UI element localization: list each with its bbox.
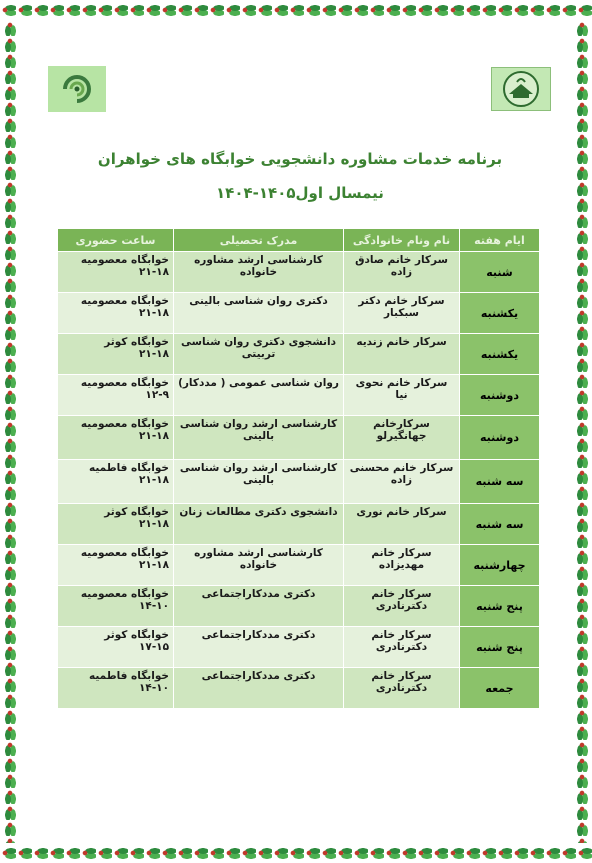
table-row	[58, 668, 540, 709]
place-text: خوابگاه معصومیه	[80, 588, 169, 600]
time-cell	[58, 375, 174, 416]
place-text: خوابگاه معصومیه	[80, 547, 169, 559]
hours-text: ۲۱-۱۸	[139, 430, 169, 442]
place-text: خوابگاه معصومیه	[80, 254, 169, 266]
day-cell: سه شنبه	[460, 460, 540, 504]
name-cell: سرکار خانم زندیه	[344, 334, 460, 375]
counseling-schedule-table	[57, 228, 540, 709]
holly-border-left	[0, 20, 20, 843]
time-cell	[58, 416, 174, 460]
place-text: خوابگاه معصومیه	[80, 418, 169, 430]
holly-border-bottom	[0, 843, 592, 863]
name-cell: سرکار خانم محسنی زاده	[344, 460, 460, 504]
name-cell: سرکار خانم مهدیزاده	[344, 545, 460, 586]
degree-cell: کارشناسی ارشد روان شناسی بالینی	[174, 460, 344, 504]
degree-cell: کارشناسی ارشد مشاوره خانواده	[174, 252, 344, 293]
holly-border-right	[572, 20, 592, 843]
name-cell: سرکارخانم جهانگیرلو	[344, 416, 460, 460]
table-row	[58, 460, 540, 504]
table-row	[58, 252, 540, 293]
place-text: خوابگاه کوثر	[104, 506, 169, 518]
hours-text: ۲۱-۱۸	[139, 559, 169, 571]
hours-text: ۲۱-۱۸	[139, 518, 169, 530]
day-cell: پنج شنبه	[460, 627, 540, 668]
hours-text: ۱۲-۹	[145, 389, 169, 401]
name-cell: سرکار خانم نحوی نیا	[344, 375, 460, 416]
name-cell: سرکار خانم نوری	[344, 504, 460, 545]
table-row	[58, 586, 540, 627]
name-cell: سرکار خانم صادق زاده	[344, 252, 460, 293]
hours-text: ۲۱-۱۸	[139, 307, 169, 319]
table-row	[58, 504, 540, 545]
column-header-name: نام ونام خانوادگی	[344, 229, 460, 252]
table-row	[58, 334, 540, 375]
degree-cell: دکتری مددکاراجتماعی	[174, 668, 344, 709]
time-cell	[58, 627, 174, 668]
degree-cell: کارشناسی ارشد روان شناسی بالینی	[174, 416, 344, 460]
hours-text: ۲۱-۱۸	[139, 474, 169, 486]
table-row	[58, 416, 540, 460]
day-cell: دوشنبه	[460, 375, 540, 416]
holly-border-top	[0, 0, 592, 20]
degree-cell: کارشناسی ارشد مشاوره خانواده	[174, 545, 344, 586]
column-header-time: ساعت حضوری	[58, 229, 174, 252]
time-cell	[58, 668, 174, 709]
column-header-day: ایام هفته	[460, 229, 540, 252]
place-text: خوابگاه معصومیه	[80, 295, 169, 307]
time-cell	[58, 545, 174, 586]
time-cell	[58, 586, 174, 627]
page-title: برنامه خدمات مشاوره دانشجویی خوابگاه های خواهران	[97, 150, 503, 168]
place-text: خوابگاه کوثر	[104, 336, 169, 348]
degree-cell: دکتری روان شناسی بالینی	[174, 293, 344, 334]
semester-subtitle: نیمسال اول۱۴۰۵-۱۴۰۴	[216, 184, 384, 202]
day-cell: چهارشنبه	[460, 545, 540, 586]
university-emblem-logo	[491, 67, 551, 111]
degree-cell: دکتری مددکاراجتماعی	[174, 627, 344, 668]
time-cell	[58, 504, 174, 545]
hours-text: ۲۱-۱۸	[139, 266, 169, 278]
name-cell: سرکار خانم دکتر سبکبار	[344, 293, 460, 334]
day-cell: دوشنبه	[460, 416, 540, 460]
day-cell: سه شنبه	[460, 504, 540, 545]
place-text: خوابگاه فاطمیه	[89, 670, 169, 682]
day-cell: جمعه	[460, 668, 540, 709]
degree-cell: دانشجوی دکتری روان شناسی تربیتی	[174, 334, 344, 375]
day-cell: شنبه	[460, 252, 540, 293]
hours-text: ۱۴-۱۰	[139, 600, 169, 612]
hours-text: ۱۴-۱۰	[139, 682, 169, 694]
table-row	[58, 627, 540, 668]
name-cell: سرکار خانم دکترنادری	[344, 586, 460, 627]
day-cell: یکشنبه	[460, 293, 540, 334]
degree-cell: دکتری مددکاراجتماعی	[174, 586, 344, 627]
place-text: خوابگاه کوثر	[104, 629, 169, 641]
table-row	[58, 375, 540, 416]
time-cell	[58, 460, 174, 504]
time-cell	[58, 334, 174, 375]
name-cell: سرکار خانم دکترنادری	[344, 668, 460, 709]
degree-cell: دانشجوی دکتری مطالعات زنان	[174, 504, 344, 545]
column-header-degree: مدرک تحصیلی	[174, 229, 344, 252]
place-text: خوابگاه فاطمیه	[89, 462, 169, 474]
table-row	[58, 545, 540, 586]
name-cell: سرکار خانم دکترنادری	[344, 627, 460, 668]
degree-cell: روان شناسی عمومی ( مددکار)	[174, 375, 344, 416]
time-cell	[58, 293, 174, 334]
hours-text: ۲۱-۱۸	[139, 348, 169, 360]
table-row	[58, 293, 540, 334]
counseling-center-logo	[48, 66, 106, 112]
hours-text: ۱۷-۱۵	[139, 641, 169, 653]
day-cell: پنج شنبه	[460, 586, 540, 627]
table-header-row	[58, 229, 540, 252]
place-text: خوابگاه معصومیه	[80, 377, 169, 389]
day-cell: یکشنبه	[460, 334, 540, 375]
time-cell	[58, 252, 174, 293]
